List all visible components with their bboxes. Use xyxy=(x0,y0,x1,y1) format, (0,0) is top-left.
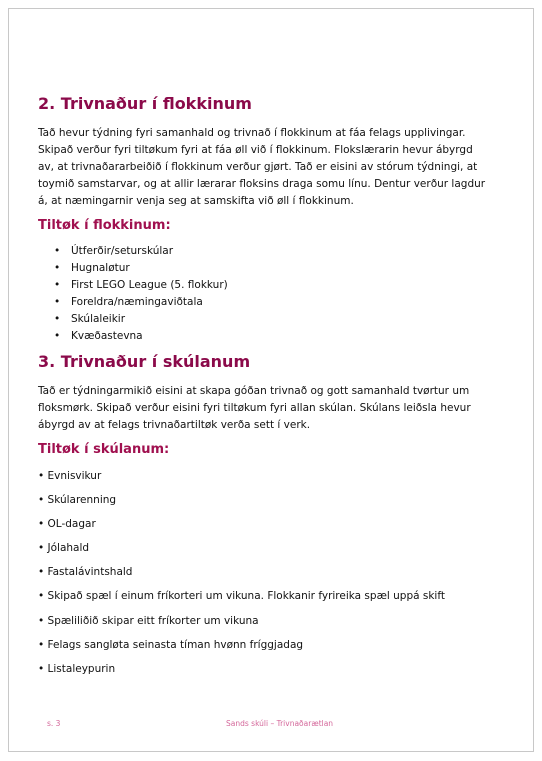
bullet-icon: • xyxy=(54,313,61,325)
list-item: • Fastalávintshald xyxy=(38,566,133,579)
list-item: • Skipað spæl í einum fríkorteri um vikuna. Flokkanir fyrireika spæl uppá skift xyxy=(38,590,445,603)
section-2-heading: 2. Trivnaður í flokkinum xyxy=(38,94,252,113)
section-3-body: Tað er týdningarmikið eisini at skapa góðan trivnað og gott samanhald tvørtur um floksmørk. Skipað verður eisini fyri tiltøkum fyri allan skúlan. Skúlans leiðsla hevur ábyrgd av at felags trivnaðartiltøk verða sett í verk. xyxy=(38,385,471,431)
list-item: • Útferðir/seturskúlar xyxy=(38,243,228,260)
list-item: • Foreldra/næmingaviðtala xyxy=(38,294,228,311)
list-item: • Listaleypurin xyxy=(38,662,116,675)
list-item: • Evnisvikur xyxy=(38,470,102,482)
section-3-list xyxy=(38,468,445,685)
list-item: • Skúlaleikir xyxy=(38,311,228,328)
list-item: • First LEGO League (5. flokkur) xyxy=(38,277,228,294)
bullet-icon: • xyxy=(54,262,61,274)
list-item: • Kvæðastevna xyxy=(38,328,228,345)
bullet-icon: • xyxy=(54,279,61,291)
section-3-subheading: Tiltøk í skúlanum: xyxy=(38,442,170,457)
list-item: • Jólahald xyxy=(38,542,90,555)
list-item: • Spæliliðið skipar eitt fríkorter um vikuna xyxy=(38,614,259,627)
list-item: • Felags sangløta seinasta tíman hvønn fríggjadag xyxy=(38,638,304,651)
footer-title: Sands skúli – Trivnaðarætlan xyxy=(226,719,334,728)
section-3-heading: 3. Trivnaður í skúlanum xyxy=(38,352,251,371)
list-item: • OL-dagar xyxy=(38,518,96,531)
section-2-body: Tað hevur týdning fyri samanhald og trivnað í flokkinum at fáa felags upplivingar. Skipað verður fyri tiltøkum fyri at fáa øll við í flokkinum. Flokslærarin hevur ábyrgd av, at trivnaðararbeiðið í flokkinum verður gjørt. Tað er eisini av stórum týdningi, at toymið samstarvar, og at allir lærarar floksins draga somu línu. Dentur verður lagdur á, at næmingarnir venja seg at samskifta við øll í flokkinum. xyxy=(38,127,486,207)
bullet-icon: • xyxy=(54,245,61,257)
section-2-subheading: Tiltøk í flokkinum: xyxy=(38,218,171,233)
section-2-list xyxy=(38,243,228,345)
footer-page-number: s. 3 xyxy=(47,719,61,728)
bullet-icon: • xyxy=(54,330,61,342)
list-item: • Hugnaløtur xyxy=(38,260,228,277)
list-item: • Skúlarenning xyxy=(38,494,117,507)
bullet-icon: • xyxy=(54,296,61,308)
